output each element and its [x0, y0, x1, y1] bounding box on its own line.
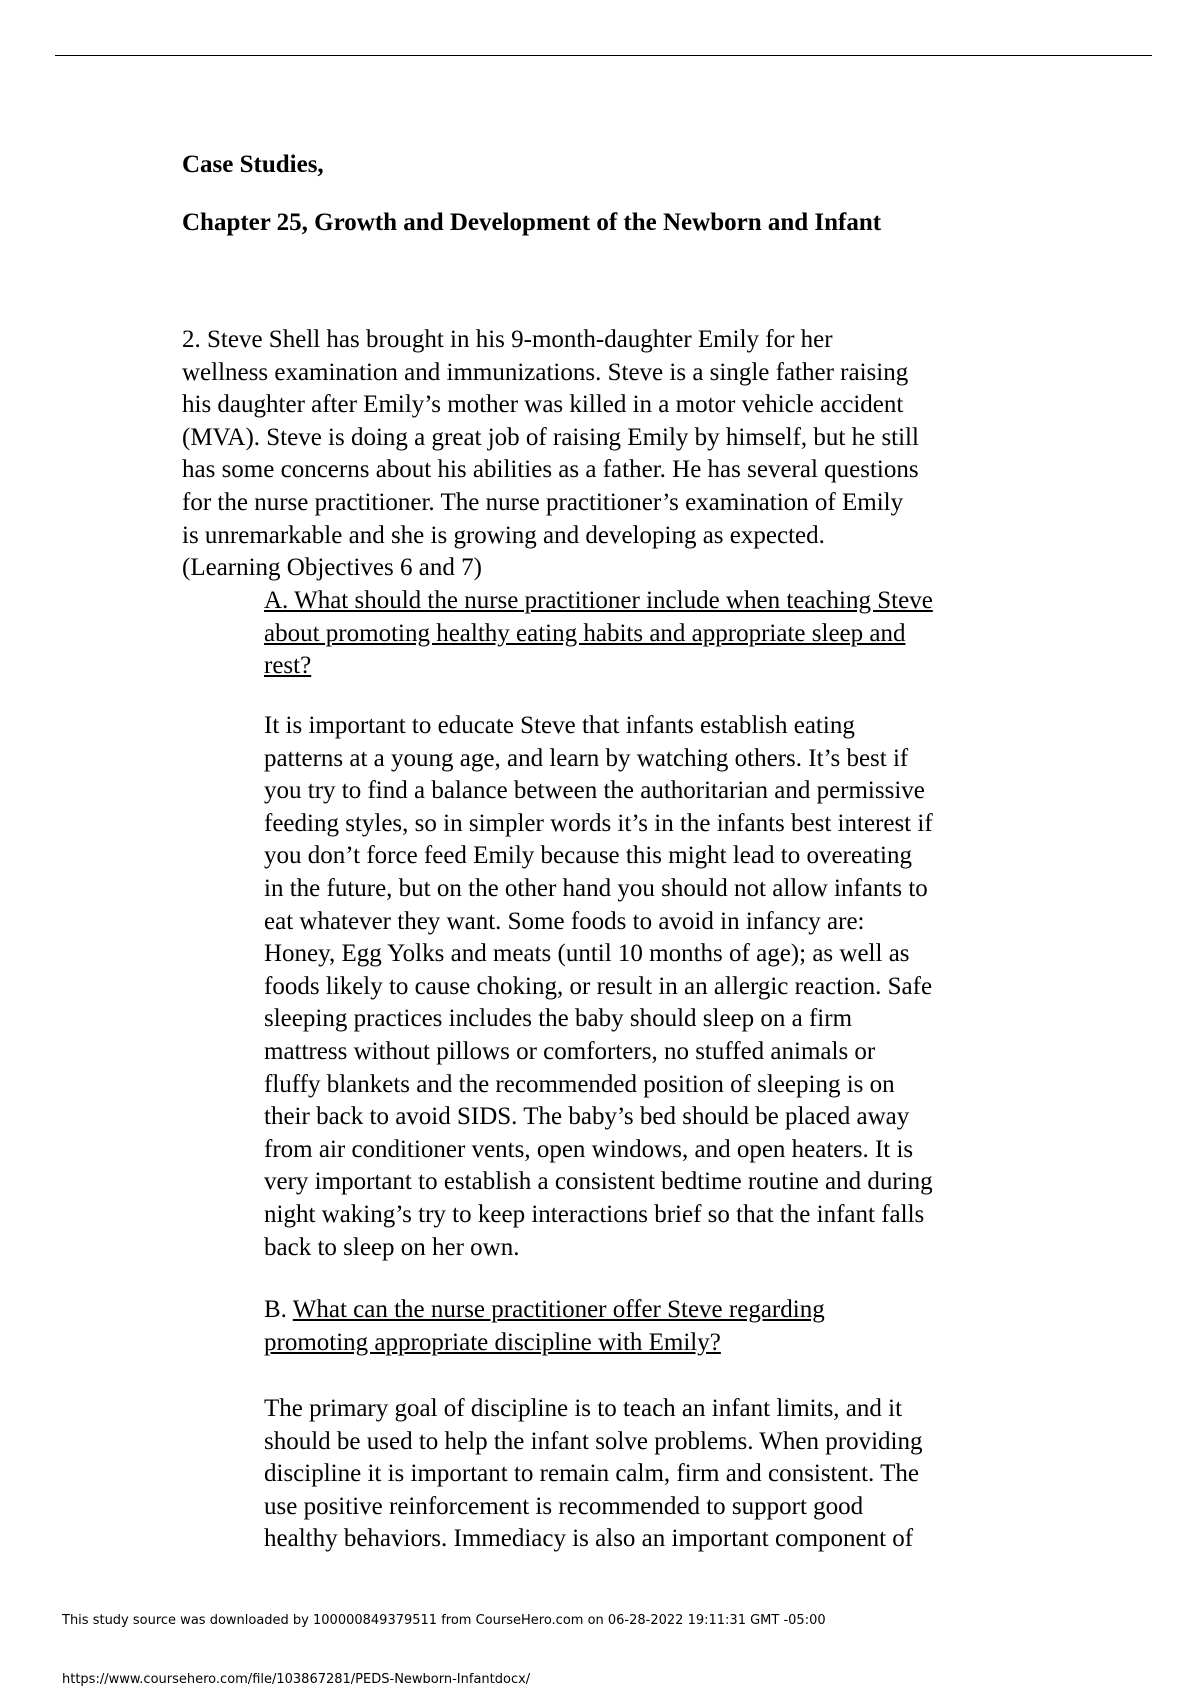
text-line: you try to find a balance between the authoritarian and permissive [264, 777, 925, 805]
question-line: promoting appropriate discipline with Emily? [264, 1328, 721, 1356]
text-line: (MVA). Steve is doing a great job of raising Emily by himself, but he still [182, 423, 919, 451]
text-line: night waking’s try to keep interactions brief so that the infant falls [264, 1200, 925, 1228]
text-line: It is important to educate Steve that infants establish eating [264, 712, 855, 739]
case-intro [182, 324, 919, 585]
text-line: feeding styles, so in simpler words it’s in the infants best interest if [264, 809, 933, 837]
chapter-heading: Chapter 25, Growth and Development of the Newborn and Infant [182, 209, 882, 236]
question-line [264, 1294, 825, 1327]
text-line: back to sleep on her own. [264, 1233, 520, 1261]
answer-b [264, 1393, 922, 1556]
text-line: from air conditioner vents, open windows, and open heaters. It is [264, 1135, 914, 1163]
document-title: Case Studies, [182, 151, 324, 178]
source-url: https://www.coursehero.com/file/103867281/PEDS-Newborn-Infantdocx/ [62, 1672, 531, 1687]
question-text: What can the nurse practitioner offer Steve regarding [292, 1296, 825, 1323]
text-line: patterns at a young age, and learn by watching others. It’s best if [264, 744, 909, 772]
text-line: eat whatever they want. Some foods to avoid in infancy are: [264, 907, 865, 935]
question-line: rest? [264, 652, 312, 680]
text-line: very important to establish a consistent bedtime routine and during [264, 1168, 933, 1196]
question-a [264, 585, 933, 683]
answer-a [264, 710, 933, 1264]
text-line: their back to avoid SIDS. The baby’s bed should be placed away [264, 1103, 910, 1131]
question-b [264, 1294, 825, 1359]
text-line: for the nurse practitioner. The nurse practitioner’s examination of Emily [182, 488, 904, 516]
text-line: you don’t force feed Emily because this might lead to overeating [264, 842, 912, 870]
text-line: should be used to help the infant solve problems. When providing [264, 1427, 923, 1455]
text-line: has some concerns about his abilities as a father. He has several questions [182, 456, 919, 484]
text-line: use positive reinforcement is recommended to support good [264, 1492, 864, 1520]
text-line: discipline it is important to remain calm, firm and consistent. The [264, 1460, 919, 1488]
text-line: in the future, but on the other hand you should not allow infants to [264, 874, 928, 902]
question-line: about promoting healthy eating habits and appropriate sleep and [264, 619, 906, 647]
text-line: wellness examination and immunizations. Steve is a single father raising [182, 358, 909, 386]
text-line: The primary goal of discipline is to teach an infant limits, and it [264, 1395, 903, 1422]
text-line: is unremarkable and she is growing and developing as expected. [182, 521, 825, 549]
text-line: foods likely to cause choking, or result in an allergic reaction. Safe [264, 972, 933, 1000]
text-line: mattress without pillows or comforters, no stuffed animals or [264, 1037, 876, 1065]
text-line: fluffy blankets and the recommended position of sleeping is on [264, 1070, 895, 1098]
text-line: 2. Steve Shell has brought in his 9-month-daughter Emily for her [182, 326, 833, 353]
text-line: sleeping practices includes the baby should sleep on a firm [264, 1005, 853, 1033]
text-line: Honey, Egg Yolks and meats (until 10 months of age); as well as [264, 940, 910, 968]
download-notice: This study source was downloaded by 100000849379511 from CourseHero.com on 06-28-2022 19:11:31 GMT -05:00 [62, 1613, 826, 1628]
text-line: healthy behaviors. Immediacy is also an important component of [264, 1525, 914, 1553]
question-b-label: B. [264, 1296, 287, 1323]
top-divider [55, 55, 1152, 56]
question-line: A. What should the nurse practitioner include when teaching Steve [264, 587, 933, 614]
text-line: his daughter after Emily’s mother was killed in a motor vehicle accident [182, 391, 904, 419]
text-line: (Learning Objectives 6 and 7) [182, 554, 482, 582]
